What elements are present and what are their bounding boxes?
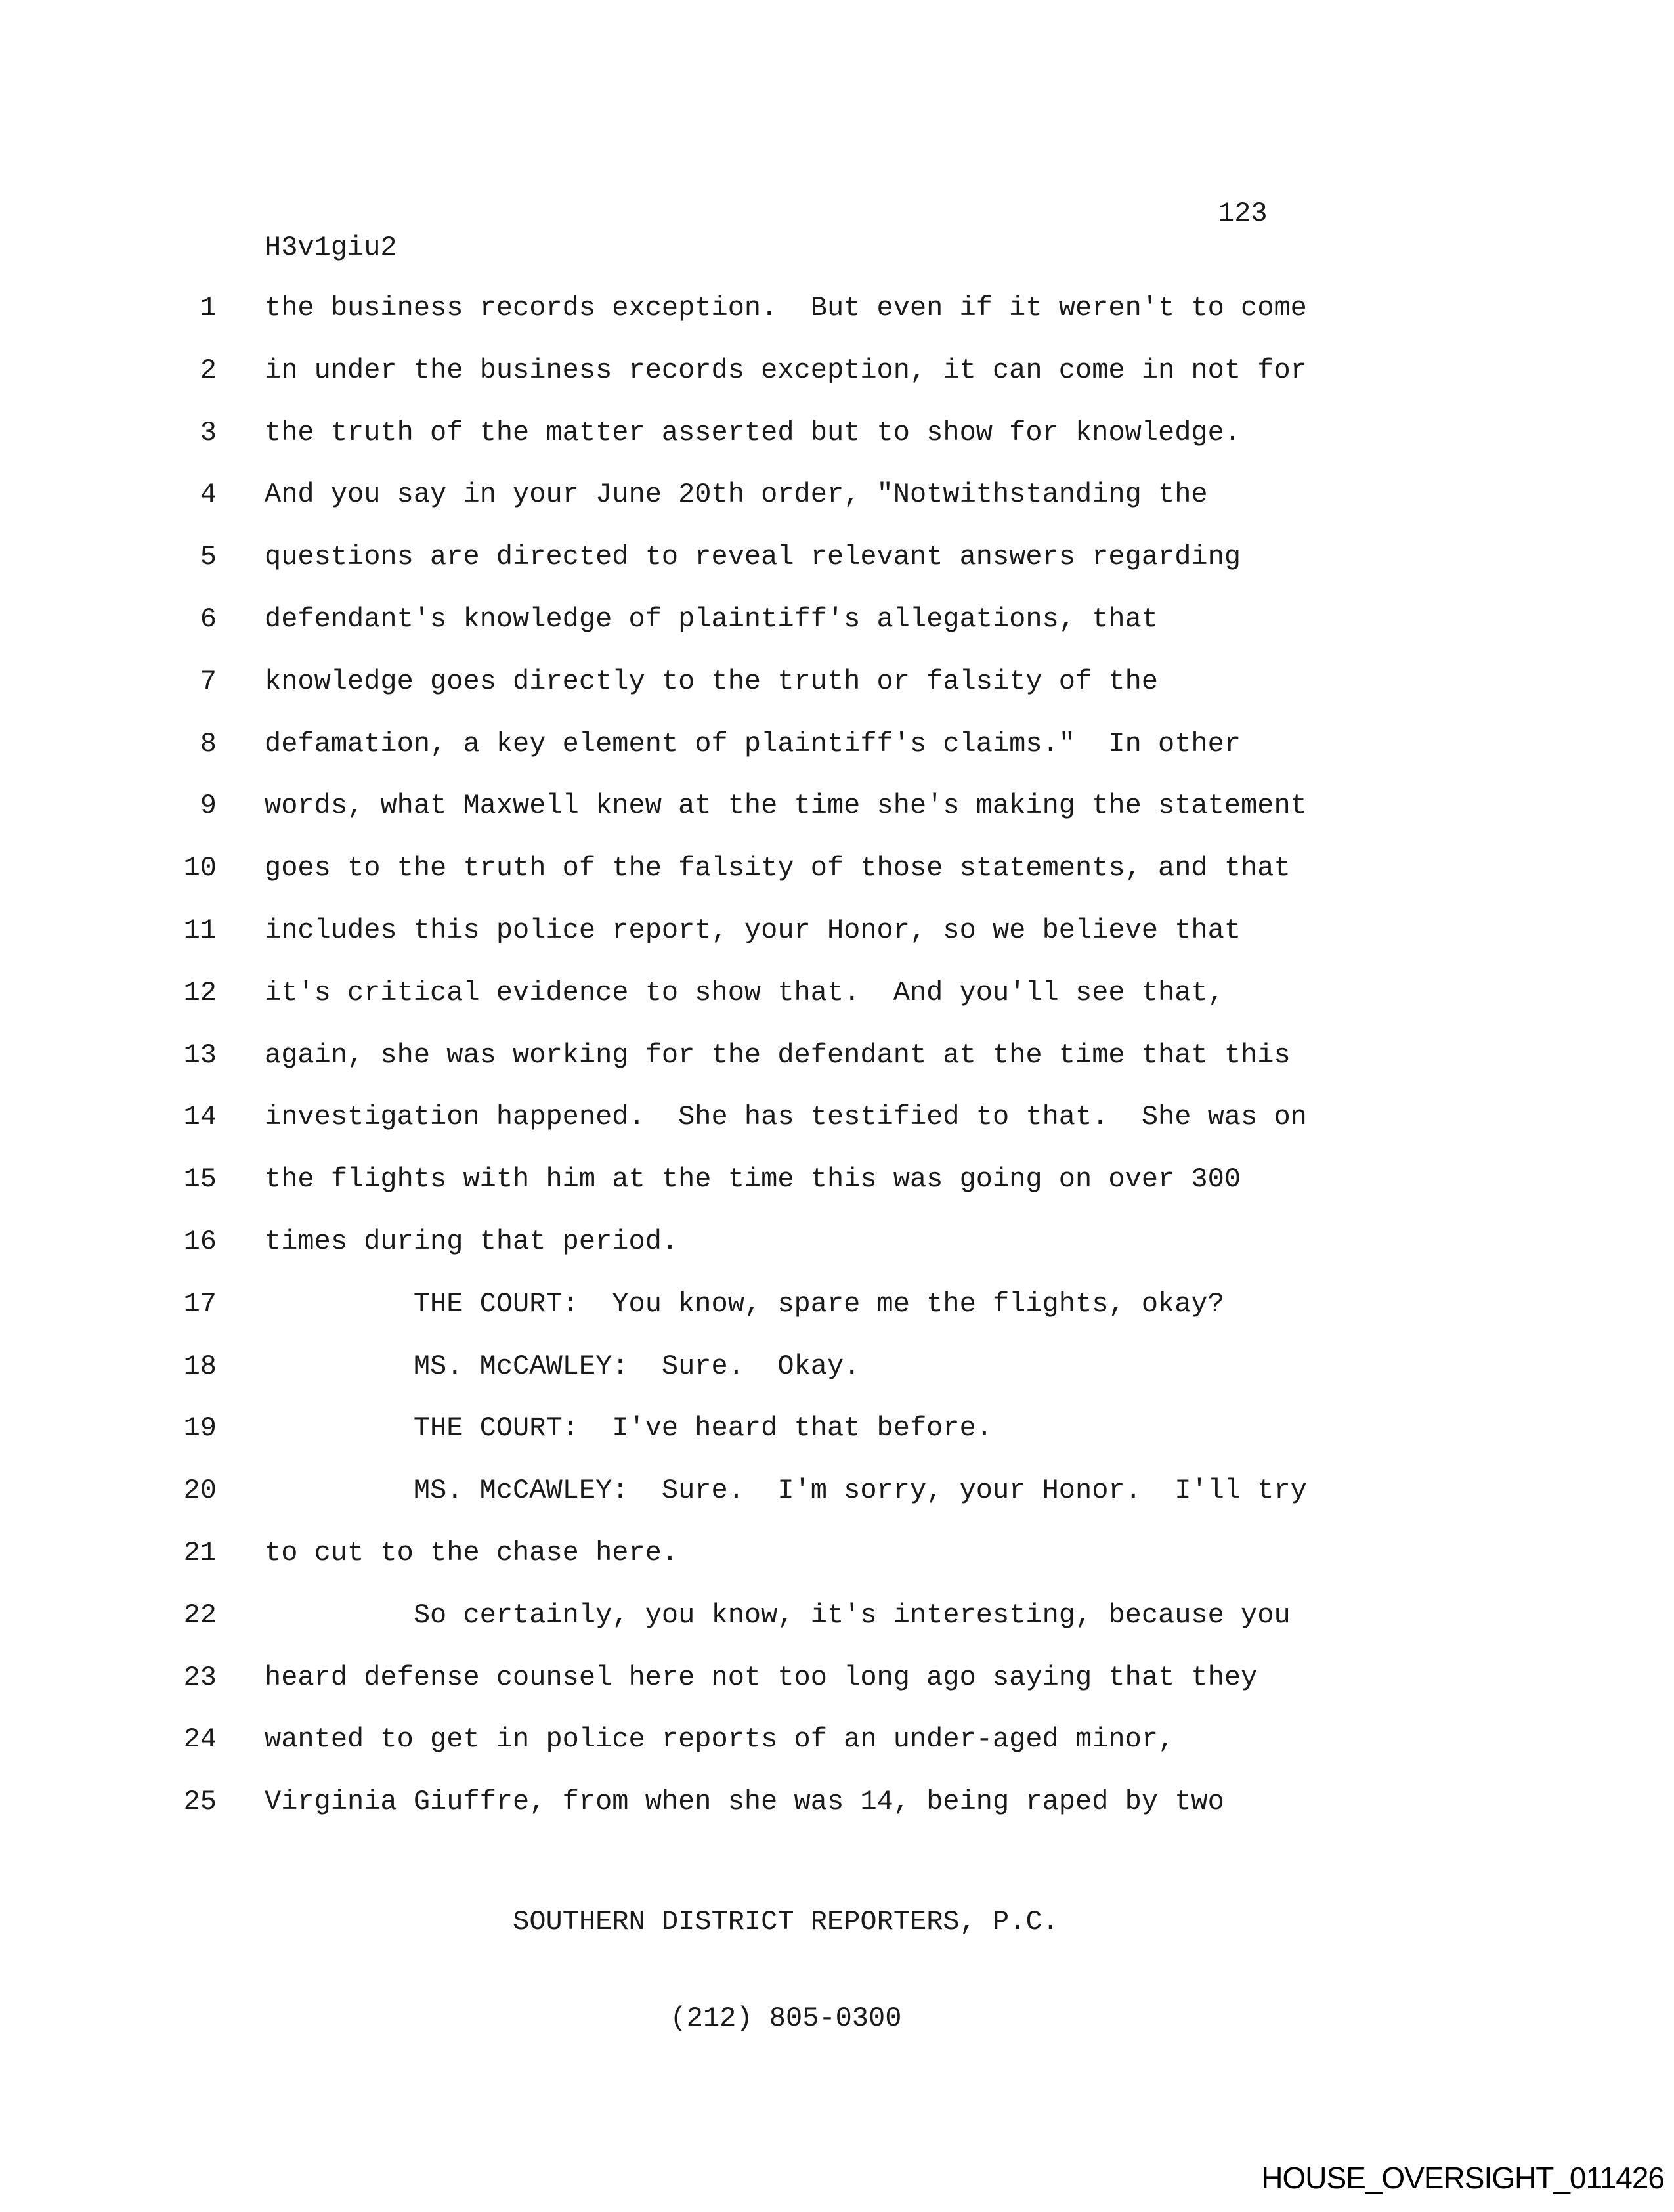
transcript-line [0,900,1674,962]
line-number: 20 [183,1475,217,1507]
line-text: words, what Maxwell knew at the time she's making the statement [265,790,1307,822]
line-number: 15 [183,1163,217,1196]
line-text: investigation happened. She has testified to that. She was on [265,1101,1307,1133]
line-text: MS. McCAWLEY: Sure. I'm sorry, your Honor. I'll try [265,1475,1307,1507]
line-number: 17 [183,1288,217,1320]
line-text: the business records exception. But even if it weren't to come [265,292,1307,324]
transcript-line [0,464,1674,526]
line-text: the flights with him at the time this was going on over 300 [265,1163,1241,1196]
line-text: goes to the truth of the falsity of those statements, and that [265,852,1291,884]
page-number: 123 [1218,198,1268,229]
line-text: wanted to get in police reports of an under-aged minor, [265,1724,1175,1756]
line-text: questions are directed to reveal relevant answers regarding [265,541,1241,573]
line-text: And you say in your June 20th order, "Notwithstanding the [265,479,1208,511]
line-text: knowledge goes directly to the truth or falsity of the [265,665,1159,697]
line-number: 25 [183,1786,217,1818]
transcript-line [0,1273,1674,1335]
transcript-line [0,1584,1674,1647]
line-text: to cut to the chase here. [265,1536,679,1569]
reporter-name: SOUTHERN DISTRICT REPORTERS, P.C. [513,1906,1059,1938]
line-text: So certainly, you know, it's interesting, because you [265,1599,1291,1631]
transcript-line [0,1708,1674,1771]
reporter-phone: (212) 805-0300 [670,2003,902,2034]
line-number: 7 [200,665,217,697]
line-number: 23 [183,1661,217,1693]
line-number: 1 [200,292,217,324]
line-number: 8 [200,727,217,760]
line-text: it's critical evidence to show that. And you'll see that, [265,976,1224,1008]
line-number: 13 [183,1039,217,1071]
transcript-id: H3v1giu2 [265,232,397,263]
transcript-line [0,339,1674,402]
transcript-line [0,1522,1674,1584]
line-text: MS. McCAWLEY: Sure. Okay. [265,1350,861,1382]
transcript-line [0,402,1674,464]
transcript-line [0,277,1674,339]
line-text: THE COURT: I've heard that before. [265,1412,993,1444]
line-number: 6 [200,603,217,635]
line-number: 18 [183,1350,217,1382]
transcript-line [0,1148,1674,1211]
line-number: 10 [183,852,217,884]
transcript-line [0,1397,1674,1460]
transcript-line [0,837,1674,900]
transcript-line [0,1211,1674,1273]
line-number: 19 [183,1412,217,1444]
line-number: 22 [183,1599,217,1631]
bates-stamp: HOUSE_OVERSIGHT_011426 [1261,2161,1664,2195]
transcript-line [0,713,1674,775]
line-text: in under the business records exception, it can come in not for [265,354,1307,386]
line-number: 4 [200,479,217,511]
line-text: THE COURT: You know, spare me the flights, okay? [265,1288,1224,1320]
line-text: Virginia Giuffre, from when she was 14, being raped by two [265,1786,1224,1818]
line-number: 3 [200,416,217,448]
line-number: 2 [200,354,217,386]
line-text: the truth of the matter asserted but to show for knowledge. [265,416,1241,448]
line-number: 14 [183,1101,217,1133]
reporter-footer [265,1842,1307,2099]
line-text: defendant's knowledge of plaintiff's allegations, that [265,603,1159,635]
transcript-line [0,1335,1674,1398]
transcript-line [0,651,1674,713]
line-text: again, she was working for the defendant at the time that this [265,1039,1291,1071]
transcript-line [0,1460,1674,1522]
line-text: heard defense counsel here not too long ago saying that they [265,1661,1258,1693]
transcript-line [0,775,1674,837]
transcript-line [0,1771,1674,1833]
line-number: 12 [183,976,217,1008]
transcript-line [0,1024,1674,1087]
transcript-lines [0,277,1674,1833]
line-number: 16 [183,1225,217,1257]
line-number: 5 [200,541,217,573]
transcript-line [0,588,1674,651]
transcript-line [0,962,1674,1024]
transcript-line [0,526,1674,588]
line-number: 9 [200,790,217,822]
line-text: includes this police report, your Honor, so we believe that [265,914,1241,946]
line-text: defamation, a key element of plaintiff's claims." In other [265,727,1241,760]
line-number: 21 [183,1536,217,1569]
transcript-line [0,1086,1674,1148]
transcript-line [0,1647,1674,1709]
line-number: 11 [183,914,217,946]
line-text: times during that period. [265,1225,679,1257]
line-number: 24 [183,1724,217,1756]
